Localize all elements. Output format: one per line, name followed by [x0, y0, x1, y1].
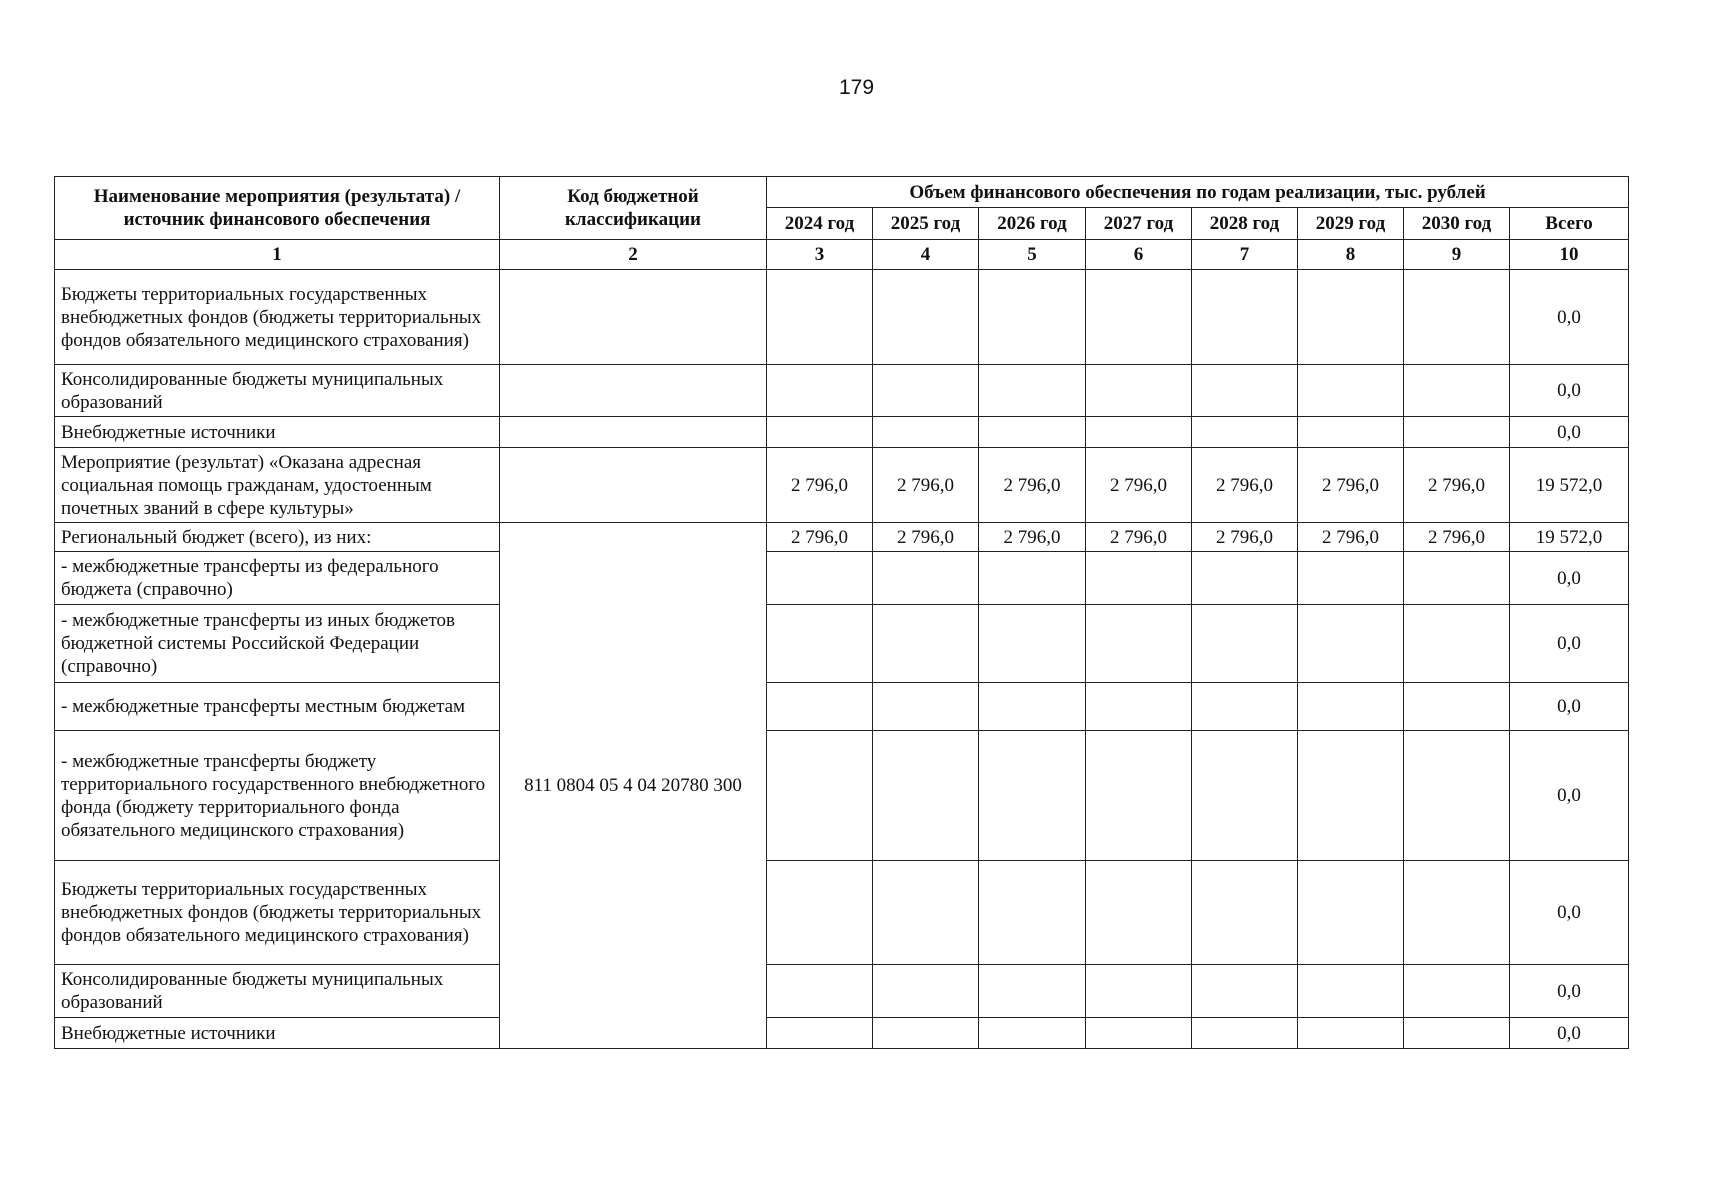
year-value — [1298, 605, 1404, 683]
year-value: 2 796,0 — [873, 448, 979, 523]
year-value — [767, 417, 873, 448]
header-total: Всего — [1510, 208, 1629, 240]
year-value — [873, 270, 979, 365]
year-value — [767, 683, 873, 731]
year-value — [1298, 683, 1404, 731]
index-cell: 8 — [1298, 240, 1404, 270]
year-value — [1086, 861, 1192, 965]
year-value — [873, 365, 979, 417]
year-value: 2 796,0 — [1298, 448, 1404, 523]
year-value — [1086, 417, 1192, 448]
header-volume: Объем финансового обеспечения по годам реализации, тыс. рублей — [767, 177, 1629, 208]
year-value: 2 796,0 — [1298, 523, 1404, 552]
year-value: 2 796,0 — [1086, 448, 1192, 523]
year-value — [767, 270, 873, 365]
year-value — [979, 365, 1086, 417]
table-row — [55, 365, 1629, 417]
index-cell: 7 — [1192, 240, 1298, 270]
row-name: Мероприятие (результат) «Оказана адресная социальная помощь гражданам, удостоенным почетных званий в сфере культуры» — [55, 448, 500, 523]
row-total: 0,0 — [1510, 552, 1629, 605]
year-value — [873, 731, 979, 861]
table-row — [55, 552, 1629, 605]
financing-table — [54, 176, 1629, 1049]
year-value — [873, 552, 979, 605]
header-year: 2025 год — [873, 208, 979, 240]
year-value — [979, 1018, 1086, 1049]
year-value — [1086, 683, 1192, 731]
year-value — [873, 417, 979, 448]
year-value — [979, 270, 1086, 365]
year-value — [979, 965, 1086, 1018]
header-year: 2026 год — [979, 208, 1086, 240]
year-value — [979, 605, 1086, 683]
year-value — [1298, 417, 1404, 448]
index-cell: 5 — [979, 240, 1086, 270]
table-row — [55, 448, 1629, 523]
year-value — [767, 365, 873, 417]
row-name: - межбюджетные трансферты из иных бюджетов бюджетной системы Российской Федерации (справочно) — [55, 605, 500, 683]
year-value — [1192, 417, 1298, 448]
year-value — [1298, 861, 1404, 965]
row-total: 0,0 — [1510, 417, 1629, 448]
year-value — [767, 965, 873, 1018]
year-value: 2 796,0 — [1192, 523, 1298, 552]
year-value — [979, 731, 1086, 861]
year-value — [1404, 270, 1510, 365]
code-cell-empty — [500, 365, 767, 417]
year-value — [979, 683, 1086, 731]
year-value — [873, 965, 979, 1018]
year-value — [1404, 683, 1510, 731]
row-name: Региональный бюджет (всего), из них: — [55, 523, 500, 552]
year-value — [873, 605, 979, 683]
year-value — [1404, 417, 1510, 448]
row-total: 0,0 — [1510, 1018, 1629, 1049]
year-value: 2 796,0 — [873, 523, 979, 552]
year-value — [767, 731, 873, 861]
row-total: 0,0 — [1510, 731, 1629, 861]
row-total: 0,0 — [1510, 965, 1629, 1018]
year-value: 2 796,0 — [979, 448, 1086, 523]
code-cell-empty — [500, 417, 767, 448]
year-value — [873, 683, 979, 731]
code-cell-empty — [500, 448, 767, 523]
index-cell: 2 — [500, 240, 767, 270]
year-value — [1404, 605, 1510, 683]
row-name: Бюджеты территориальных государственных внебюджетных фондов (бюджеты территориальных фондов обязательного медицинского страхования) — [55, 861, 500, 965]
row-name: Консолидированные бюджеты муниципальных образований — [55, 365, 500, 417]
year-value — [1298, 365, 1404, 417]
year-value — [1404, 965, 1510, 1018]
header-code: Код бюджетной классификации — [500, 177, 767, 240]
row-total: 0,0 — [1510, 365, 1629, 417]
year-value — [1086, 731, 1192, 861]
year-value — [1298, 1018, 1404, 1049]
index-cell: 6 — [1086, 240, 1192, 270]
header-year: 2024 год — [767, 208, 873, 240]
row-total: 19 572,0 — [1510, 523, 1629, 552]
year-value — [1086, 552, 1192, 605]
year-value — [1086, 270, 1192, 365]
row-name: Консолидированные бюджеты муниципальных образований — [55, 965, 500, 1018]
year-value: 2 796,0 — [1086, 523, 1192, 552]
header-year: 2028 год — [1192, 208, 1298, 240]
table-row — [55, 417, 1629, 448]
year-value — [979, 417, 1086, 448]
row-name: Внебюджетные источники — [55, 1018, 500, 1049]
header-year: 2029 год — [1298, 208, 1404, 240]
year-value — [1192, 861, 1298, 965]
year-value — [767, 1018, 873, 1049]
index-cell: 3 — [767, 240, 873, 270]
table-row — [55, 731, 1629, 861]
year-value: 2 796,0 — [767, 448, 873, 523]
row-name: - межбюджетные трансферты бюджету территориального государственного внебюджетного фонда (бюджету территориального фонда обязательного медицинского страхования) — [55, 731, 500, 861]
header-year: 2027 год — [1086, 208, 1192, 240]
year-value — [873, 861, 979, 965]
year-value: 2 796,0 — [1192, 448, 1298, 523]
year-value — [1192, 270, 1298, 365]
year-value — [767, 861, 873, 965]
year-value — [767, 605, 873, 683]
table-row — [55, 861, 1629, 965]
year-value — [1192, 605, 1298, 683]
year-value — [1192, 683, 1298, 731]
row-total: 0,0 — [1510, 861, 1629, 965]
index-row — [55, 240, 1629, 270]
row-total: 0,0 — [1510, 605, 1629, 683]
table-row — [55, 1018, 1629, 1049]
table-row — [55, 270, 1629, 365]
year-value — [1298, 270, 1404, 365]
row-name: - межбюджетные трансферты местным бюджетам — [55, 683, 500, 731]
header-name: Наименование мероприятия (результата) / источник финансового обеспечения — [55, 177, 500, 240]
row-name: Внебюджетные источники — [55, 417, 500, 448]
year-value — [979, 861, 1086, 965]
table-row — [55, 523, 1629, 552]
year-value: 2 796,0 — [1404, 448, 1510, 523]
year-value — [1298, 965, 1404, 1018]
table-row — [55, 965, 1629, 1018]
year-value — [1404, 552, 1510, 605]
year-value — [1404, 365, 1510, 417]
index-cell: 9 — [1404, 240, 1510, 270]
row-total: 19 572,0 — [1510, 448, 1629, 523]
year-value — [1192, 965, 1298, 1018]
row-name: - межбюджетные трансферты из федерального бюджета (справочно) — [55, 552, 500, 605]
budget-code: 811 0804 05 4 04 20780 300 — [500, 523, 767, 1049]
index-cell: 10 — [1510, 240, 1629, 270]
row-name: Бюджеты территориальных государственных внебюджетных фондов (бюджеты территориальных фондов обязательного медицинского страхования) — [55, 270, 500, 365]
year-value — [1404, 1018, 1510, 1049]
page-number: 179 — [838, 76, 875, 99]
code-cell-empty — [500, 270, 767, 365]
year-value — [1192, 552, 1298, 605]
year-value: 2 796,0 — [767, 523, 873, 552]
index-cell: 1 — [55, 240, 500, 270]
year-value: 2 796,0 — [979, 523, 1086, 552]
row-total: 0,0 — [1510, 683, 1629, 731]
year-value — [1086, 365, 1192, 417]
year-value — [873, 1018, 979, 1049]
table-row — [55, 605, 1629, 683]
year-value — [1298, 731, 1404, 861]
header-row-1 — [55, 177, 1629, 208]
year-value — [1086, 605, 1192, 683]
year-value — [767, 552, 873, 605]
index-cell: 4 — [873, 240, 979, 270]
header-year: 2030 год — [1404, 208, 1510, 240]
year-value — [1404, 861, 1510, 965]
year-value — [1192, 1018, 1298, 1049]
year-value — [1086, 1018, 1192, 1049]
table-row — [55, 683, 1629, 731]
row-total: 0,0 — [1510, 270, 1629, 365]
year-value — [979, 552, 1086, 605]
year-value — [1086, 965, 1192, 1018]
year-value — [1192, 365, 1298, 417]
year-value — [1192, 731, 1298, 861]
year-value: 2 796,0 — [1404, 523, 1510, 552]
year-value — [1404, 731, 1510, 861]
year-value — [1298, 552, 1404, 605]
